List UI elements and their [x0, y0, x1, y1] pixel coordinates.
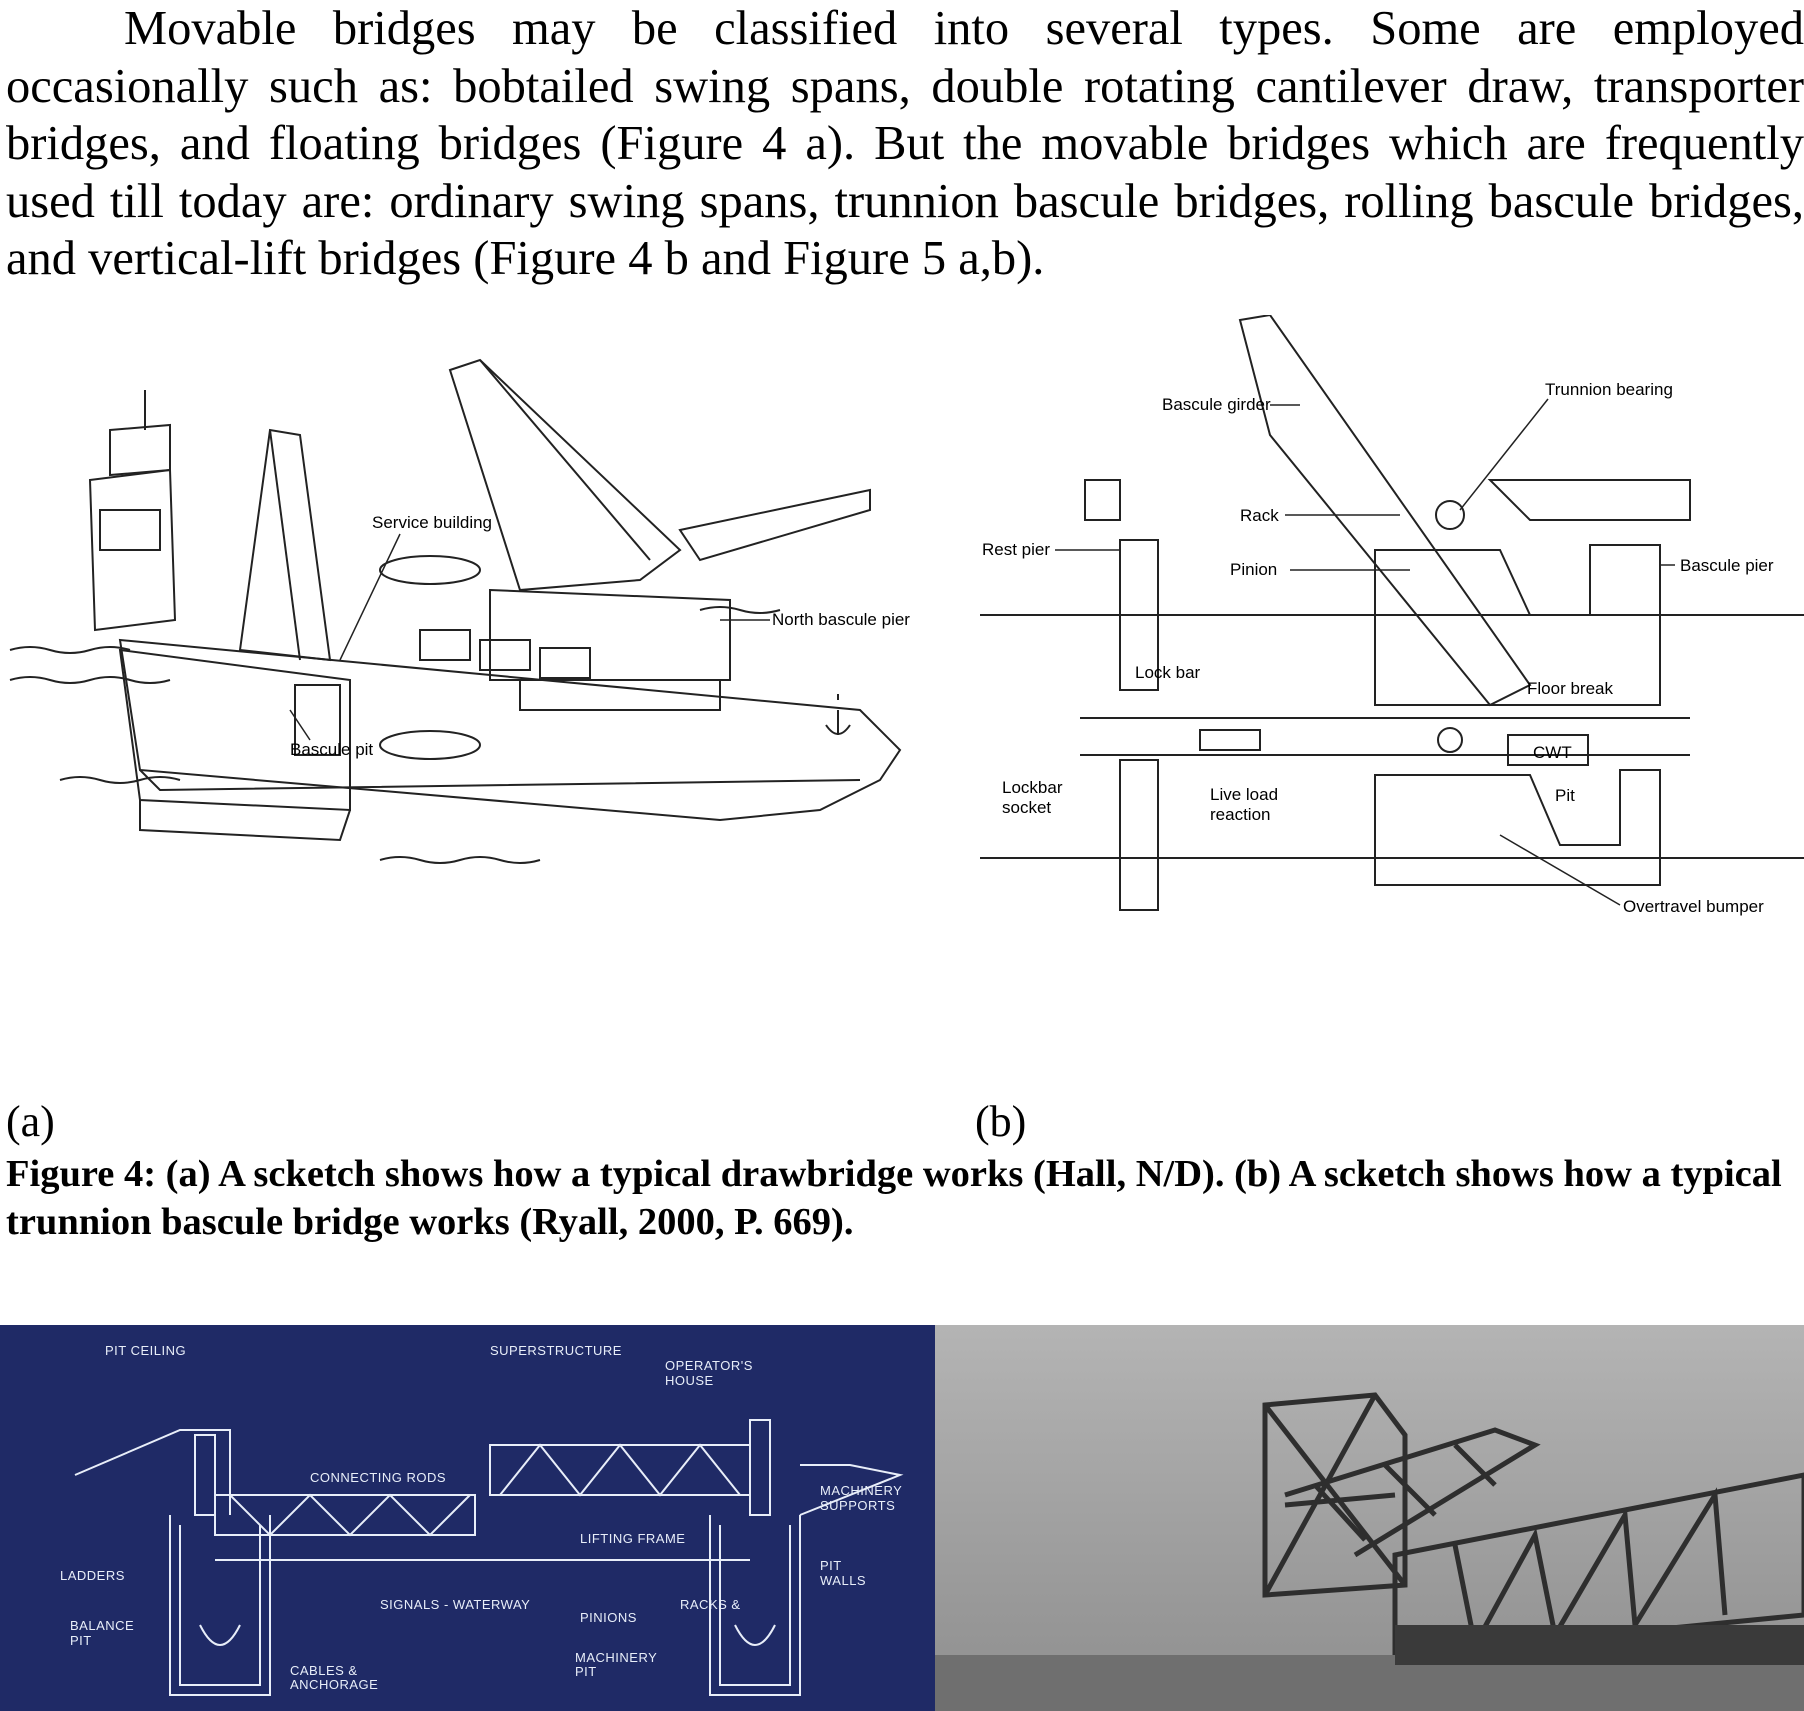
label-trunnion-bearing: Trunnion bearing	[1545, 380, 1673, 399]
bp-lifting-frame: LIFTING FRAME	[580, 1531, 686, 1546]
figure-4-caption: Figure 4: (a) A scketch shows how a typical drawbridge works (Hall, N/D). (b) A scketch shows how a typical trunnion bascule bridge works (Ryall, 2000, P. 669).	[6, 1153, 1782, 1243]
bp-signals-waterway: SIGNALS - WATERWAY	[380, 1597, 531, 1612]
label-bascule-pit: Bascule pit	[290, 740, 374, 759]
bp-cables-anchorage-1: CABLES &	[290, 1663, 358, 1678]
bp-racks-pinions-1: RACKS &	[680, 1597, 741, 1612]
figure-4b-trunnion-sketch	[970, 315, 1804, 1075]
label-cwt: CWT	[1533, 743, 1572, 762]
bp-operators-house-2: HOUSE	[665, 1373, 714, 1388]
label-rest-pier: Rest pier	[982, 540, 1051, 559]
bp-machinery-pit-1: MACHINERY	[575, 1650, 658, 1665]
bp-balance-pit-2: PIT	[70, 1633, 92, 1648]
bp-racks-pinions-2: PINIONS	[580, 1610, 637, 1625]
label-floor-break: Floor break	[1527, 679, 1613, 698]
label-lockbar-socket-2: socket	[1002, 798, 1052, 817]
figure-4a-drawbridge-sketch	[0, 350, 960, 1110]
label-bascule-girder: Bascule girder	[1162, 395, 1271, 414]
bp-cables-anchorage-2: ANCHORAGE	[290, 1677, 379, 1692]
bp-superstructure: SUPERSTRUCTURE	[490, 1343, 622, 1358]
label-overtravel-bumper: Overtravel bumper	[1623, 897, 1764, 916]
label-north-bascule-pier: North bascule pier	[772, 610, 910, 629]
label-service-building: Service building	[372, 513, 493, 532]
bp-operators-house-1: OPERATOR'S	[665, 1358, 753, 1373]
figure-5a-blueprint	[0, 1325, 935, 1711]
bp-connecting-rods: CONNECTING RODS	[310, 1470, 447, 1485]
label-bascule-pier: Bascule pier	[1680, 556, 1774, 575]
body-paragraph: Movable bridges may be classified into several types. Some are employed occasionally such as: bobtailed swing spans, double rotating cantilever draw, transporter bridges, and floating bridges (Figure 4 a). But the movable bridges which are frequently used till today are: ordinary swing spans, trunnion bascule bridges, rolling bascule bridges, and vertical-lift bridges (Figure 4 b and Figure 5 a,b).	[6, 2, 1804, 285]
label-live-load-1: Live load	[1210, 785, 1279, 804]
label-lock-bar: Lock bar	[1135, 663, 1201, 682]
bp-machinery-pit-2: PIT	[575, 1664, 597, 1679]
label-live-load-2: reaction	[1210, 805, 1271, 824]
bp-pit-walls-1: PIT	[820, 1558, 842, 1573]
bp-machinery-supports-1: MACHINERY	[820, 1483, 903, 1498]
bp-balance-pit-1: BALANCE	[70, 1618, 135, 1633]
label-pinion: Pinion	[1230, 560, 1278, 579]
bp-ladders: LADDERS	[60, 1568, 125, 1583]
bp-pit-ceiling: PIT CEILING	[105, 1343, 187, 1358]
bp-machinery-supports-2: SUPPORTS	[820, 1498, 896, 1513]
label-lockbar-socket-1: Lockbar	[1002, 778, 1063, 797]
subfigure-label-b: (b)	[975, 1097, 1027, 1146]
label-rack: Rack	[1240, 506, 1279, 525]
bp-pit-walls-2: WALLS	[820, 1573, 867, 1588]
label-pit: Pit	[1555, 786, 1575, 805]
subfigure-label-a: (a)	[6, 1097, 55, 1146]
figure-5b-bridge-photo	[935, 1325, 1804, 1711]
